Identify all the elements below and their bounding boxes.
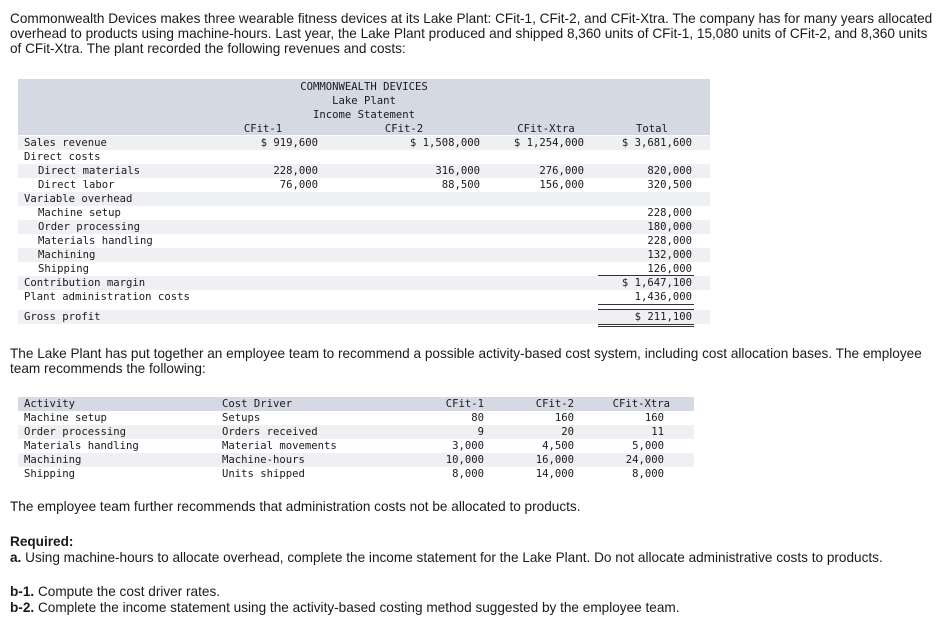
statement-cell: 820,000 — [647, 165, 692, 177]
activity-col-header: CFit-1 — [445, 398, 484, 410]
activity-driver: Material movements — [222, 440, 337, 452]
statement-col-header: Total — [636, 123, 668, 135]
activity-quantity: 3,000 — [452, 440, 484, 452]
activity-quantity: 8,000 — [452, 468, 484, 480]
activity-quantity: 14,000 — [535, 468, 574, 480]
activity-driver: Setups — [222, 412, 261, 424]
statement-row-label: Sales revenue — [24, 137, 107, 149]
statement-cell: 320,500 — [647, 179, 692, 191]
activity-quantity: 4,500 — [542, 440, 574, 452]
activity-name: Order processing — [24, 426, 127, 438]
statement-cell: 76,000 — [279, 179, 318, 191]
statement-row-label: Variable overhead — [24, 193, 133, 205]
activity-col-header: CFit-2 — [535, 398, 574, 410]
activity-quantity: 5,000 — [632, 440, 664, 452]
required-heading: Required: — [10, 534, 74, 549]
required-b1-text: Compute the cost driver rates. — [34, 584, 221, 599]
statement-cell: 276,000 — [539, 165, 584, 177]
statement-row-label: Shipping — [38, 263, 90, 275]
required-a-label: a. — [10, 550, 22, 565]
statement-row-label: Direct costs — [24, 151, 101, 163]
activity-table — [18, 397, 694, 483]
activity-name: Shipping — [24, 468, 76, 480]
total-rule-line — [598, 275, 694, 276]
statement-row-label: Plant administration costs — [24, 291, 190, 303]
activity-quantity: 9 — [477, 426, 484, 438]
activity-quantity: 80 — [471, 412, 484, 424]
statement-row-label: Contribution margin — [24, 277, 146, 289]
required-b2 — [10, 600, 935, 615]
activity-name: Machine setup — [24, 412, 107, 424]
activity-driver: Machine-hours — [222, 454, 305, 466]
statement-row-label: Materials handling — [38, 235, 153, 247]
statement-cell: 228,000 — [647, 207, 692, 219]
statement-cell: 126,000 — [647, 263, 692, 275]
statement-col-header: CFit-1 — [243, 123, 283, 135]
required-b2-label: b-2. — [10, 600, 35, 615]
statement-cell: $ 1,254,000 — [513, 137, 584, 149]
statement-cell: $ 1,647,100 — [621, 277, 692, 289]
statement-cell: 228,000 — [647, 235, 692, 247]
statement-cell: 228,000 — [273, 165, 318, 177]
middle-paragraph: The Lake Plant has put together an employee team to recommend a possible activity-based cost system, including cost allocation bases. The employee team recommends the following: — [10, 346, 922, 376]
activity-quantity: 16,000 — [535, 454, 574, 466]
statement-plant: Lake Plant — [332, 95, 396, 107]
intro-paragraph: Commonwealth Devices makes three wearable fitness devices at its Lake Plant: CFit-1, CFit-2, and CFit-Xtra. The company has for many years allocated overhead to products using machine-hours. Last year, the Lake Plant produced and shipped 8,360 units of CFit-1, 15,080 units of CFit-2, and 8,360 units of CFit-Xtra. The plant recorded the following revenues and costs: — [10, 11, 933, 56]
required-a-text: Using machine-hours to allocate overhead, complete the income statement for the Lake Plant. Do not allocate administrative costs to products. — [21, 550, 883, 565]
statement-row-label: Gross profit — [24, 311, 101, 323]
statement-cell: $ 1,508,000 — [409, 137, 480, 149]
total-rule-line — [598, 304, 694, 305]
total-rule-line — [598, 309, 694, 310]
required-b2-text: Complete the income statement using the activity-based costing method suggested by the employee team. — [34, 600, 680, 615]
statement-row-label: Direct labor — [38, 179, 115, 191]
activity-quantity: 8,000 — [632, 468, 664, 480]
activity-col-header: Cost Driver — [222, 398, 293, 410]
total-rule-line — [598, 326, 694, 327]
statement-col-header: CFit-Xtra — [517, 123, 575, 135]
required-b1 — [10, 584, 935, 599]
statement-cell: $ 3,681,600 — [621, 137, 692, 149]
activity-quantity: 160 — [554, 412, 574, 424]
statement-company: COMMONWEALTH DEVICES — [300, 81, 428, 93]
activity-name: Machining — [24, 454, 82, 466]
statement-cell: 88,500 — [441, 179, 480, 191]
statement-cell: 156,000 — [539, 179, 584, 191]
statement-cell: $ 211,100 — [634, 311, 692, 323]
activity-quantity: 10,000 — [445, 454, 484, 466]
activity-quantity: 20 — [561, 426, 574, 438]
income-statement — [18, 79, 710, 325]
activity-col-header: CFit-Xtra — [612, 398, 670, 410]
required-a — [10, 550, 935, 565]
statement-cell: 132,000 — [647, 249, 692, 261]
activity-col-header: Activity — [24, 398, 76, 410]
activity-name: Materials handling — [24, 440, 139, 452]
statement-cell: 180,000 — [647, 221, 692, 233]
statement-cell: 316,000 — [435, 165, 480, 177]
activity-quantity: 11 — [651, 426, 664, 438]
activity-driver: Units shipped — [222, 468, 305, 480]
statement-cell: $ 919,600 — [260, 137, 318, 149]
activity-quantity: 24,000 — [625, 454, 664, 466]
statement-title: Income Statement — [312, 109, 416, 121]
statement-row-label: Order processing — [38, 221, 141, 233]
activity-driver: Orders received — [222, 426, 318, 438]
statement-row-label: Direct materials — [38, 165, 141, 177]
activity-quantity: 160 — [644, 412, 664, 424]
statement-cell: 1,436,000 — [634, 291, 692, 303]
required-b1-label: b-1. — [10, 584, 35, 599]
statement-row-label: Machining — [38, 249, 96, 261]
total-rule-line — [598, 324, 694, 325]
further-paragraph: The employee team further recommends that administration costs not be allocated to products. — [10, 499, 581, 514]
statement-row-label: Machine setup — [38, 207, 121, 219]
statement-col-header: CFit-2 — [384, 123, 424, 135]
